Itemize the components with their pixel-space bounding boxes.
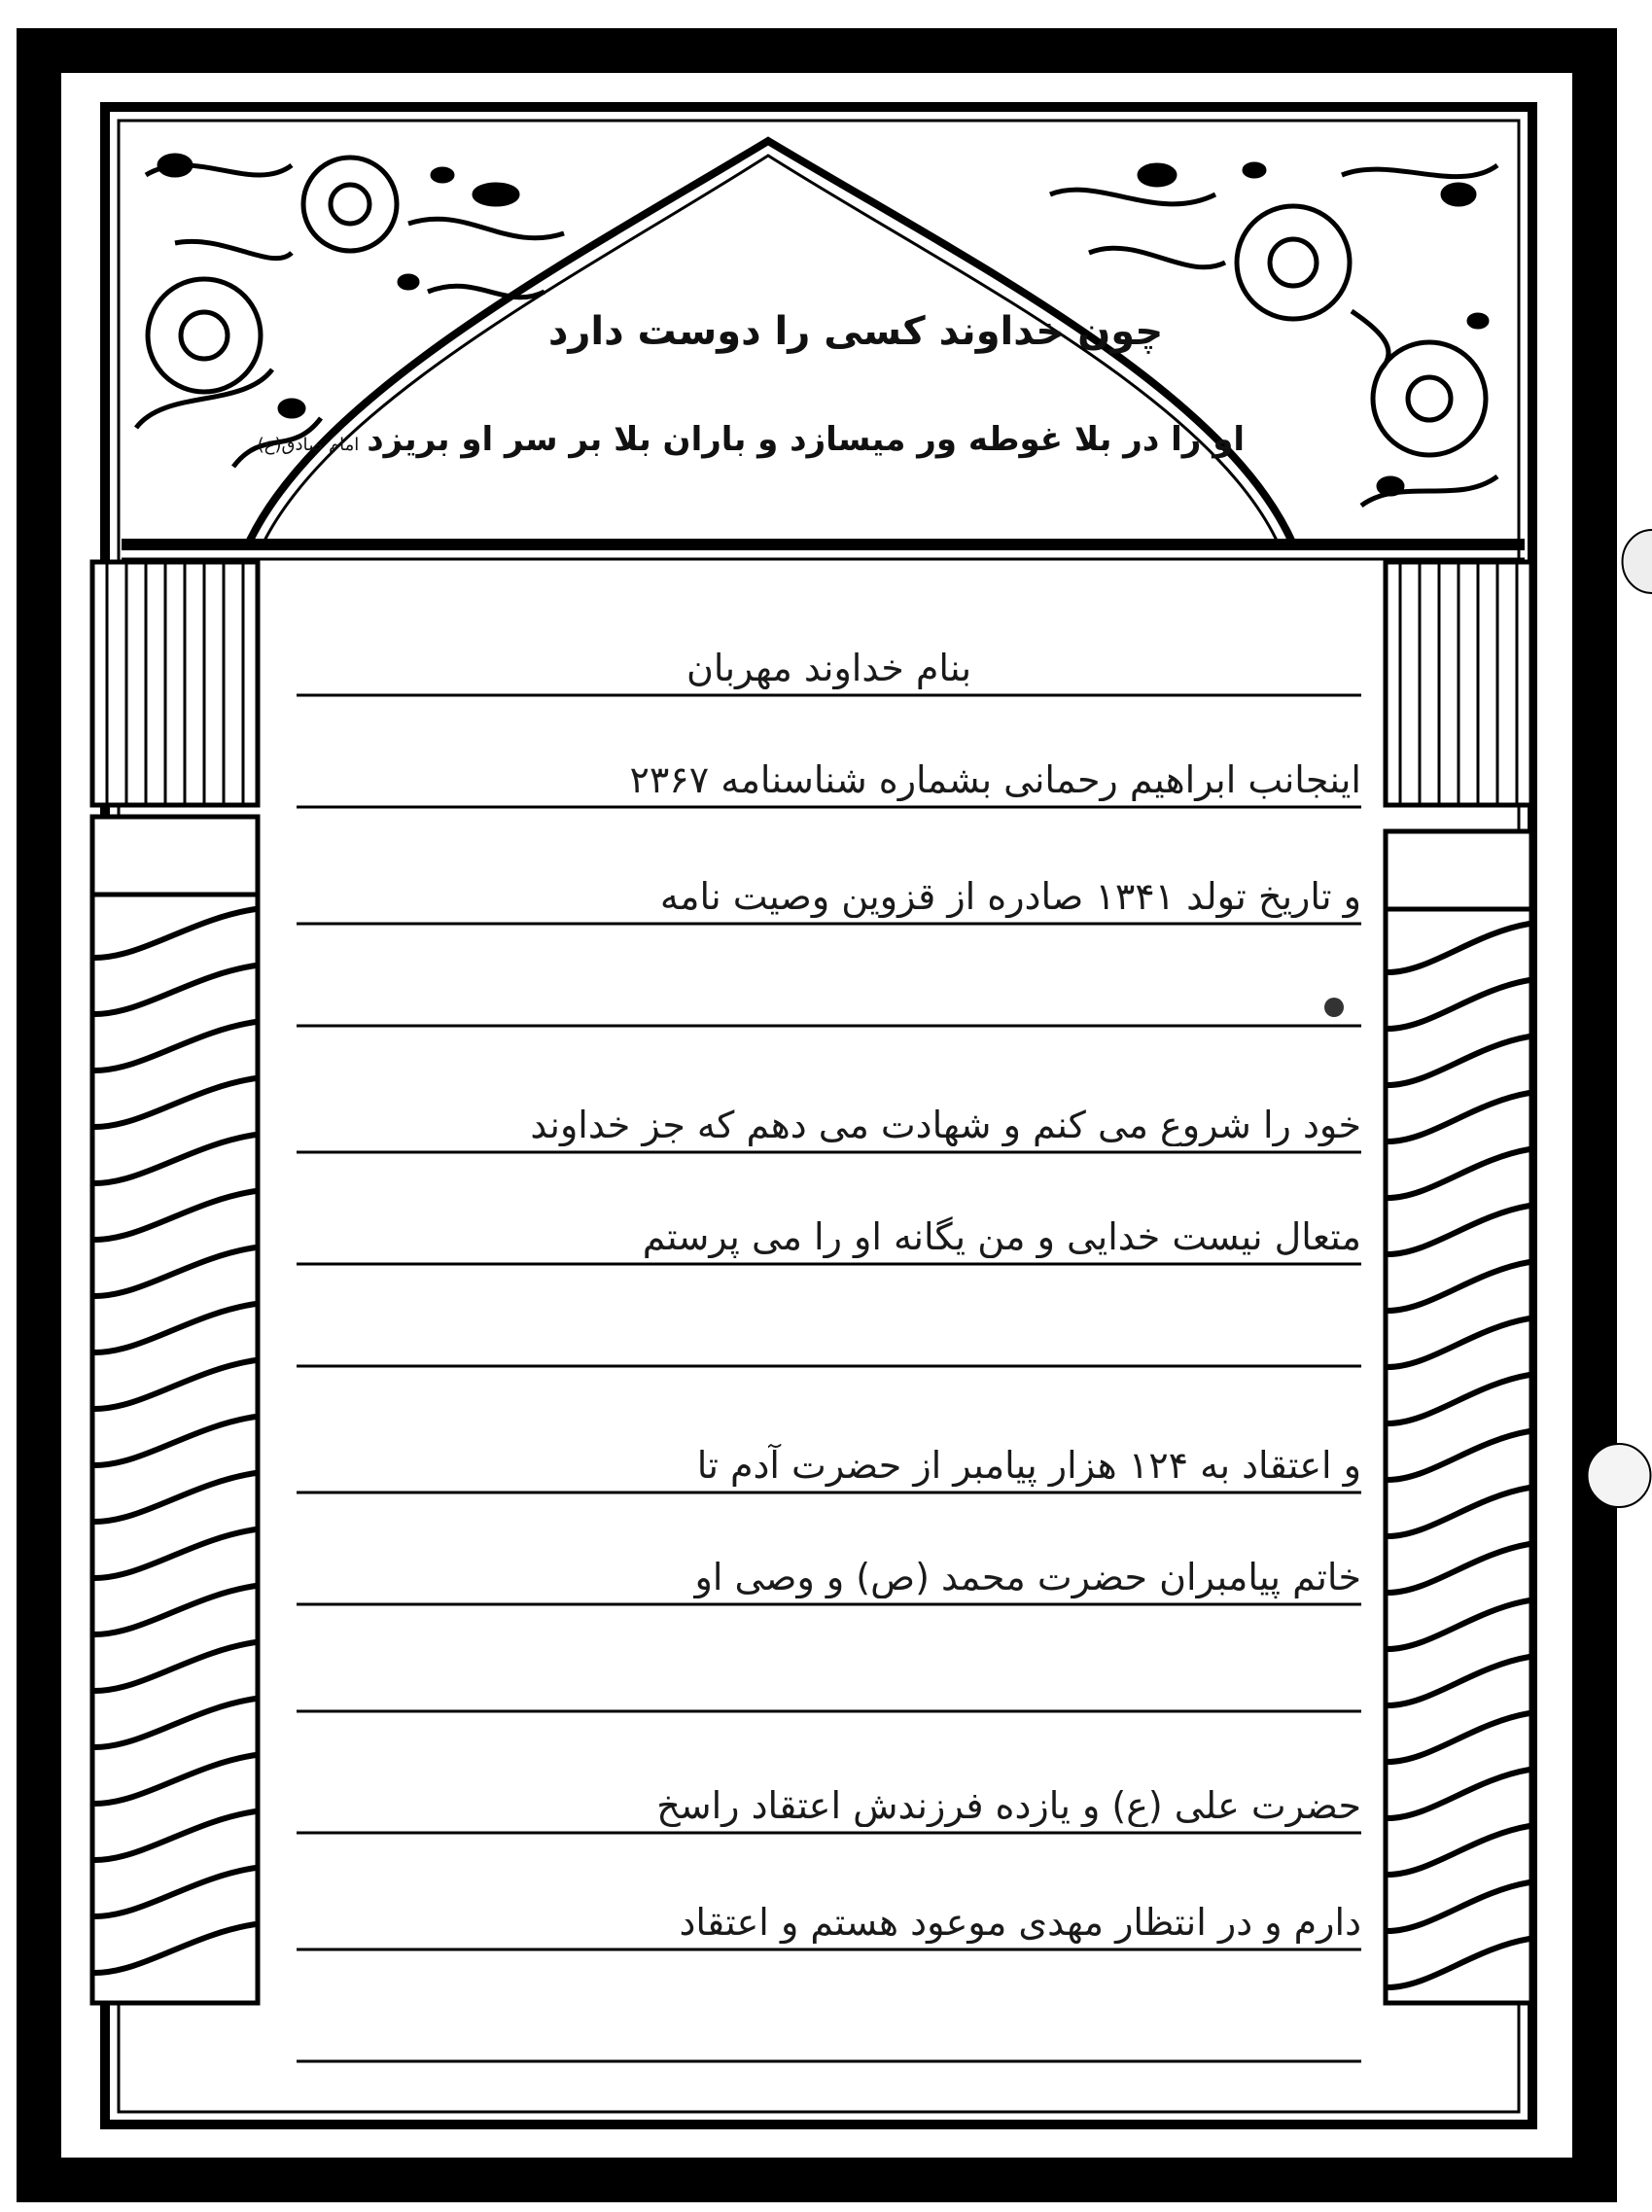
form-line-7: و اعتقاد به ۱۲۴ هزار پیامبر از حضرت آدم تا	[696, 1444, 1361, 1487]
left-column-capital	[92, 562, 258, 895]
form-line-5: متعال نیست خدایی و من یگانه او را می پرستم	[642, 1215, 1361, 1258]
header-quote-line-1: چون خداوند کسی را دوست دارد	[547, 309, 1164, 354]
form-line-8: خاتم پیامبران حضرت محمد (ص) و وصی او	[694, 1556, 1361, 1598]
form-line-11: دارم و در انتظار مهدی موعود هستم و اعتقاد	[679, 1901, 1361, 1944]
form-line-10: حضرت علی (ع) و یازده فرزندش اعتقاد راسخ	[656, 1784, 1361, 1827]
header-quote-attribution: امام صادق(ع)	[257, 435, 360, 455]
header-quote-line-2-text: او را در بلا غوطه ور میسازد و باران بلا بر سر او بریزد	[367, 420, 1245, 459]
header-quote-line-2	[257, 420, 1245, 459]
left-twisted-column	[92, 895, 258, 2003]
form-line-2: و تاریخ تولد ۱۳۴۱ صادره از قزوین وصیت نامه	[659, 875, 1361, 918]
right-column-capital	[1386, 562, 1531, 909]
form-line-1: اینجانب ابراهیم رحمانی بشماره شناسنامه ۲۳۶۷	[629, 758, 1361, 801]
right-twisted-column	[1386, 909, 1531, 2003]
form-title: بنام خداوند مهربان	[685, 647, 972, 689]
form-line-4: خود را شروع می کنم و شهادت می دهم که جز خداوند	[530, 1104, 1361, 1146]
